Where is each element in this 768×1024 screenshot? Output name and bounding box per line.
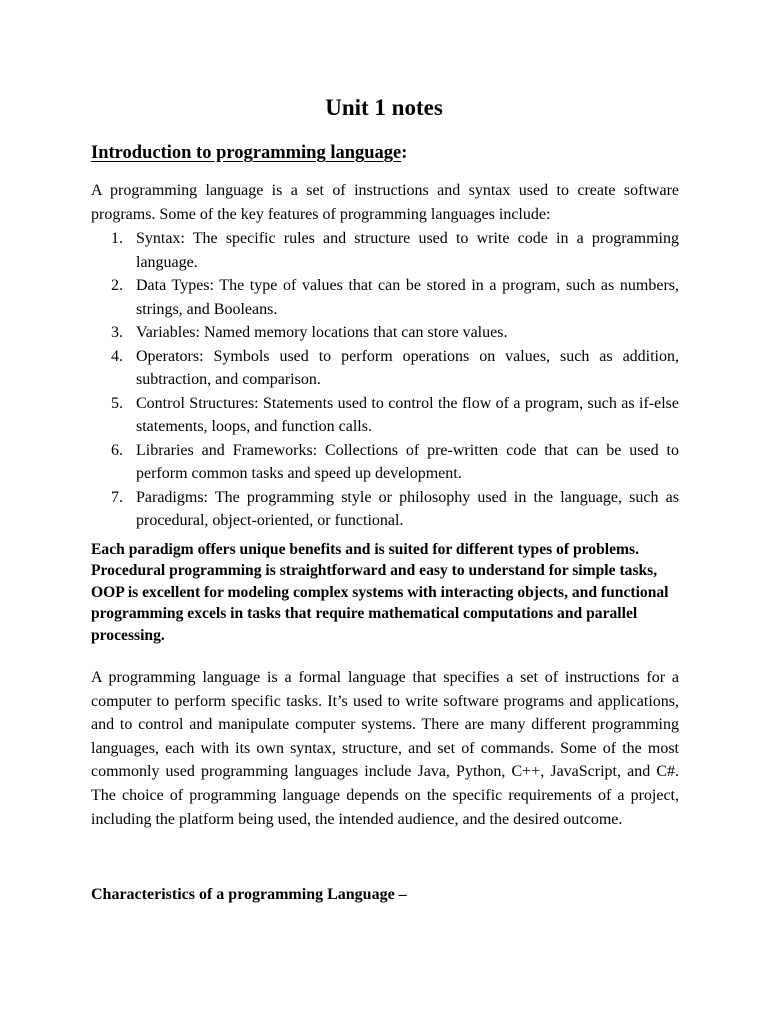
list-item-number: 1.	[111, 230, 123, 247]
section-heading-colon: :	[401, 143, 408, 163]
page-title: Unit 1 notes	[325, 95, 443, 120]
intro-paragraph: A programming language is a set of instructions and syntax used to create software programs. Some of the key features of programming languages include:	[91, 182, 679, 223]
list-item-number: 4.	[111, 347, 123, 365]
list-item-text: Variables: Named memory locations that can store values.	[136, 324, 508, 341]
section-heading-text: Introduction to programming language	[91, 143, 402, 163]
list-item	[91, 274, 679, 321]
list-item-text: Data Types: The type of values that can be stored in a program, such as numbers, strings, and Booleans.	[136, 277, 679, 318]
list-item-number: 6.	[111, 441, 123, 459]
list-item-text: Operators: Symbols used to perform operations on values, such as addition, subtraction, and comparison.	[136, 347, 679, 388]
list-item	[91, 321, 679, 345]
list-item-text: Control Structures: Statements used to control the flow of a program, such as if-else statements, loops, and function calls.	[136, 394, 679, 435]
definition-paragraph: A programming language is a formal language that specifies a set of instructions for a computer to perform specific tasks. It’s used to write software programs and applications, and to control and manipulate computer systems. There are many different programming languages, each with its own syntax, structure, and set of commands. Some of the most commonly used programming languages include Java, Python, C++, JavaScript, and C#. The choice of programming language depends on the specific requirements of a project, including the platform being used, the intended audience, and the desired outcome.	[91, 669, 679, 828]
list-item	[91, 392, 679, 439]
list-item-text: Libraries and Frameworks: Collections of pre-written code that can be used to perform common tasks and speed up development.	[136, 441, 679, 482]
characteristics-heading: Characteristics of a programming Language –	[91, 886, 407, 903]
list-item-number: 3.	[111, 324, 123, 341]
list-item-text: Syntax: The specific rules and structure used to write code in a programming language.	[136, 230, 679, 271]
list-item-text: Paradigms: The programming style or philosophy used in the language, such as procedural, object-oriented, or functional.	[136, 488, 679, 529]
paradigm-summary-paragraph: Each paradigm offers unique benefits and is suited for different types of problems. Procedural programming is straightforward and easy to understand for simple tasks, OOP is excellent for modeling complex systems with interacting objects, and functional programming excels in tasks that require mathematical computations and parallel processing.	[91, 541, 669, 644]
section-heading	[91, 140, 407, 166]
list-item	[91, 227, 679, 274]
features-list	[91, 227, 679, 533]
list-item	[91, 345, 679, 392]
list-item-number: 5.	[111, 394, 123, 412]
list-item-number: 2.	[111, 277, 123, 294]
list-item	[91, 439, 679, 486]
list-item-number: 7.	[111, 488, 123, 506]
list-item	[91, 486, 679, 533]
